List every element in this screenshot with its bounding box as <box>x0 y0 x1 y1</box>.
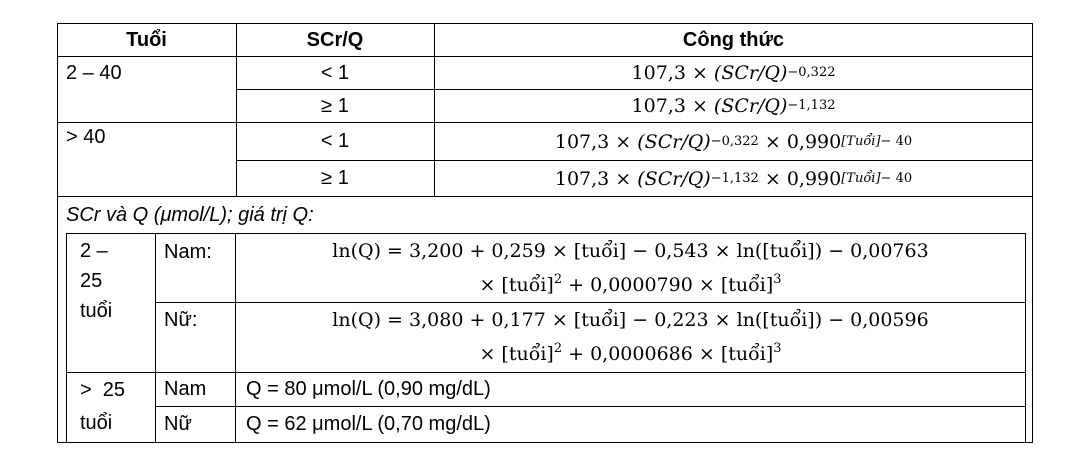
q-age-2-25-to: 25 <box>80 270 103 292</box>
header-age: Tuổi <box>126 28 167 51</box>
scr-ge-1-b: ≥ 1 <box>321 167 349 189</box>
formula-r3-base: 107,3 × <box>554 130 632 153</box>
formula-r3-exp2-var: [Tuổi] <box>841 133 881 149</box>
formula-r4-exp2-var: [Tuổi] <box>841 170 881 186</box>
age-2-40: 2 – 40 <box>66 61 122 84</box>
scr-lt-1-b: < 1 <box>320 130 350 152</box>
q-male-formula <box>236 234 1025 302</box>
q-female-formula <box>236 303 1025 372</box>
formula-r2-base: 107,3 × <box>631 95 708 117</box>
formula-r4-mult: × 0,990 <box>764 167 842 190</box>
q-rule-left <box>66 233 67 443</box>
q-female2-value: Q = 62 μmol/L (0,70 mg/dL) <box>246 413 491 435</box>
scr-ge-1-a: ≥ 1 <box>321 94 349 117</box>
scr-lt-1-a: < 1 <box>320 61 350 84</box>
formula-r4: 107,3 × (SCr/Q) −1,132 × 0,990 [Tuổi]− 40 <box>554 167 913 190</box>
q-age-2-25-unit: tuổi <box>80 300 113 322</box>
formula-r2: 107,3 × (SCr/Q) −1,132 <box>631 95 836 117</box>
q-male-formula-line1: ln(Q) = 3,200 + 0,259 × [tuổi] − 0,543 × ln([tuổi]) − 0,00763 <box>332 240 929 262</box>
formula-r3-exp2-rest: − 40 <box>880 133 913 149</box>
units-note: SCr và Q (μmol/L); giá trị Q: <box>66 203 314 226</box>
q-age-2-25 <box>70 236 150 326</box>
age-gt-40: > 40 <box>66 126 106 148</box>
formula-r4-base: 107,3 × <box>554 167 632 190</box>
q-male2-value: Q = 80 μmol/L (0,90 mg/dL) <box>246 378 491 400</box>
q-male-formula-line2: × [tuổi]$^2$ + 0,0000790 × [tuổi]$^3$ <box>479 272 782 296</box>
formula-r2-var: (SCr/Q) <box>713 95 788 117</box>
formula-r3-var: (SCr/Q) <box>637 130 711 153</box>
formula-r3-mult: × 0,990 <box>764 130 842 153</box>
formula-r1-base: 107,3 × <box>631 62 708 84</box>
q-female-formula-line2: × [tuổi]$^2$ + 0,0000686 × [tuổi]$^3$ <box>479 341 782 365</box>
formula-r3: 107,3 × (SCr/Q) −0,322 × 0,990 [Tuổi]− 40 <box>554 130 913 153</box>
q-male2-label: Nam <box>164 378 207 400</box>
q-age-gt-25-from: > 25 <box>80 379 126 401</box>
q-female2-label: Nữ <box>164 413 192 435</box>
q-age-gt-25-unit: tuổi <box>80 412 113 434</box>
formula-r1-var: (SCr/Q) <box>713 62 788 84</box>
header-scr-q: SCr/Q <box>306 28 364 51</box>
formula-r4-exp2-rest: − 40 <box>880 170 913 186</box>
q-rule-right <box>1025 233 1026 443</box>
formula-r1: 107,3 × (SCr/Q) −0,322 <box>631 62 836 84</box>
q-rule-sex <box>155 233 156 443</box>
q-male-label: Nam: <box>164 240 212 263</box>
q-female-label: Nữ: <box>164 308 198 331</box>
q-age-gt-25 <box>70 374 152 440</box>
q-age-2-25-from: 2 – <box>80 240 108 262</box>
formula-r4-var: (SCr/Q) <box>637 167 711 190</box>
header-formula: Công thức <box>682 28 785 51</box>
q-female-formula-line1: ln(Q) = 3,080 + 0,177 × [tuổi] − 0,223 × ln([tuổi]) − 0,00596 <box>332 309 929 331</box>
